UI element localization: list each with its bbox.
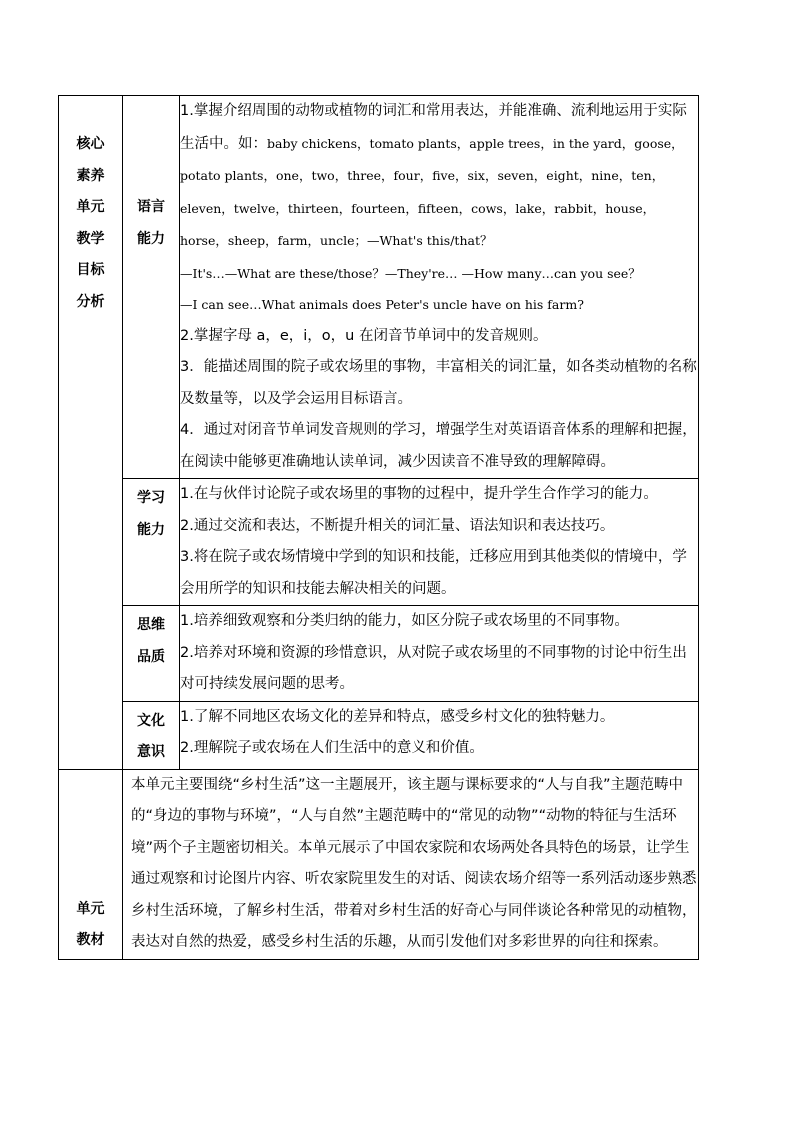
learning-label-line: 能力 (137, 521, 165, 538)
textbook-label-line: 教材 (76, 932, 105, 948)
thinking-item-1: 1.培养细致观察和分类归纳的能力，如区分院子或农场里的不同事物。 (180, 613, 629, 629)
culture-label-line: 文化 (137, 712, 165, 729)
learning-label-cell (123, 479, 180, 606)
language-item-1-line-b: —It's…—What are these/those？—They're… —How many…can you see？ (180, 265, 641, 281)
culture-label-line: 意识 (137, 744, 165, 760)
core-literacy-label-cell (59, 96, 123, 770)
textbook-row (59, 769, 699, 959)
core-label-line: 分析 (76, 293, 105, 310)
language-label-line: 能力 (137, 230, 165, 247)
learning-label-line: 学习 (137, 490, 165, 506)
language-item-4: 4．通过对闭音节单词发音规则的学习，增强学生对英语语音体系的理解和把握，在阅读中能够更准确地认读单词，减少因读音不准导致的理解障碍。 (180, 422, 697, 470)
language-item-1-intro: 1.掌握介绍周围的动物或植物的词汇和常用表达，并能准确、流利地运用于实际生活中。如： (180, 103, 687, 152)
learning-item-2: 2.通过交流和表达，不断提升相关的词汇量、语法知识和表达技巧。 (180, 517, 615, 534)
core-label-line: 目标 (76, 262, 105, 278)
language-label-cell (123, 96, 180, 479)
language-label-line: 语言 (137, 199, 165, 215)
language-content (180, 96, 699, 479)
core-label-line: 单元 (76, 199, 105, 215)
core-label-line: 素养 (76, 167, 105, 184)
culture-row (59, 701, 699, 769)
textbook-label-line: 单元 (76, 900, 105, 917)
core-label-line: 教学 (76, 230, 105, 247)
language-item-1-examples: baby chickens，tomato plants，apple trees，in the yard，goose，potato plants，one，two，three，four，five，six，seven，eight，nine，ten，eleven，twelve，thirteen，fourteen，fifteen，cows，lake，rabbit，house，horse，sheep，farm，uncle；—What's this/that？ (180, 135, 684, 248)
culture-label-cell (123, 701, 180, 769)
core-label-line: 核心 (76, 136, 105, 152)
thinking-row (59, 606, 699, 702)
language-item-2: 2.掌握字母 a，e，i，o，u 在闭音节单词中的发音规则。 (180, 327, 548, 344)
thinking-label-cell (123, 606, 180, 702)
objectives-table (58, 95, 699, 960)
language-item-3: 3．能描述周围的院子或农场里的事物，丰富相关的词汇量，如各类动植物的名称及数量等，以及学会运用目标语言。 (180, 359, 697, 407)
thinking-label-line: 品质 (137, 648, 165, 665)
thinking-item-2: 2.培养对环境和资源的珍惜意识，从对院子或农场里的不同事物的讨论中衍生出对可持续发展问题的思考。 (180, 644, 687, 692)
language-item-1 (180, 96, 698, 258)
culture-content (180, 701, 699, 769)
thinking-content (180, 606, 699, 702)
culture-item-2: 2.理解院子或农场在人们生活中的意义和价值。 (180, 740, 484, 756)
textbook-label-cell (59, 769, 123, 959)
culture-item-1: 1.了解不同地区农场文化的差异和特点，感受乡村文化的独特魅力。 (180, 708, 615, 725)
learning-row (59, 479, 699, 606)
language-item-1-line-c: —I can see…What animals does Peter's uncle have on his farm? (180, 297, 584, 312)
language-row (59, 96, 699, 479)
learning-content (180, 479, 699, 606)
textbook-paragraph: 本单元主要围绕“乡村生活”这一主题展开，该主题与课标要求的“人与自我”主题范畴中的“身边的事物与环境”，“人与自然”主题范畴中的“常见的动物”“动物的特征与生活环境”两个子主题密切相关。本单元展示了中国农家院和农场两处各具特色的场景，让学生通过观察和讨论图片内容、听农家院里发生的对话、阅读农场介绍等一系列活动逐步熟悉乡村生活环境，了解乡村生活，带着对乡村生活的好奇心与同伴谈论各种常见的动植物，表达对自然的热爱，感受乡村生活的乐趣，从而引发他们对多彩世界的向往和探索。 (131, 776, 697, 950)
textbook-content (123, 769, 699, 959)
learning-item-3: 3.将在院子或农场情境中学到的知识和技能，迁移应用到其他类似的情境中，学会用所学的知识和技能去解决相关的问题。 (180, 549, 687, 597)
learning-item-1: 1.在与伙伴讨论院子或农场里的事物的过程中，提升学生合作学习的能力。 (180, 486, 658, 502)
thinking-label-line: 思维 (137, 617, 165, 633)
